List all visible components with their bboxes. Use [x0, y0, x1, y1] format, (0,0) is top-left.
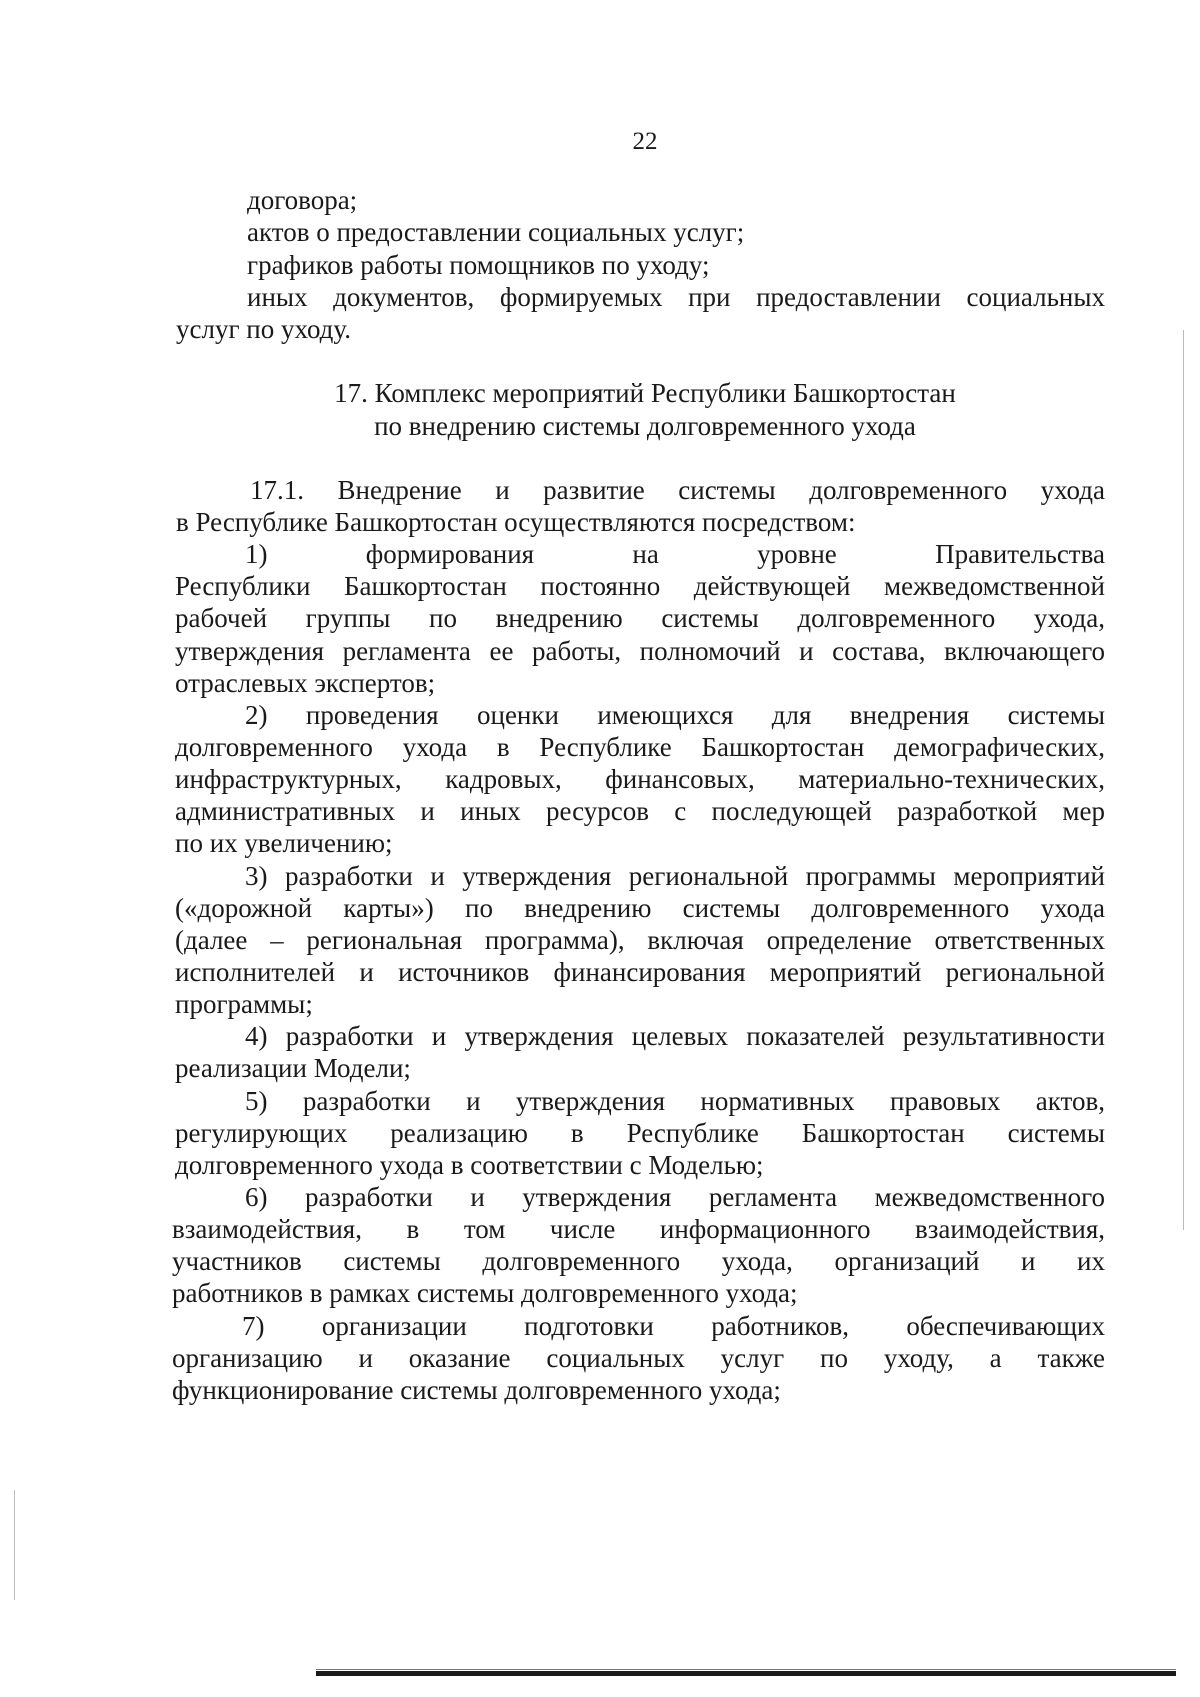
paragraph-line: административных и иных ресурсов с последующей разработкой мер [175, 796, 1105, 826]
paragraph-line: 2) проведения оценки имеющихся для внедрения системы [245, 700, 1105, 730]
bottom-rule [316, 1671, 1176, 1676]
page-number: 22 [632, 128, 658, 155]
paragraph-line: 1) формирования на уровне Правительства [245, 539, 1105, 569]
paragraph-line: утверждения регламента ее работы, полномочий и состава, включающего [175, 636, 1105, 666]
paragraph-line: регулирующих реализацию в Республике Башкортостан системы [175, 1118, 1105, 1148]
paragraph-line: («дорожной карты») по внедрению системы долговременного ухода [175, 893, 1105, 923]
paragraph-line: исполнителей и источников финансирования мероприятий региональной [175, 957, 1105, 987]
paragraph-line: функционирование системы долговременного ухода; [172, 1375, 781, 1405]
paragraph-line: реализации Модели; [175, 1053, 411, 1083]
bottom-rule-thin [316, 1669, 1176, 1670]
paragraph-line: отраслевых экспертов; [175, 668, 436, 698]
scan-edge-mark [1183, 330, 1184, 1230]
paragraph-line: долговременного ухода в Республике Башкортостан демографических, [175, 732, 1105, 762]
section-heading-line-2: по внедрению системы долговременного ухода [374, 411, 916, 441]
paragraph-line: организацию и оказание социальных услуг по уходу, а также [172, 1343, 1105, 1373]
paragraph-line: долговременного ухода в соответствии с Моделью; [175, 1150, 764, 1180]
paragraph-line: участников системы долговременного ухода, организаций и их [172, 1246, 1105, 1276]
list-item: графиков работы помощников по уходу; [247, 250, 710, 280]
paragraph-line: Республики Башкортостан постоянно действующей межведомственной [175, 571, 1105, 601]
paragraph-line: программы; [175, 989, 313, 1019]
section-heading-line-1: 17. Комплекс мероприятий Республики Башкортостан [334, 378, 956, 408]
paragraph-line: работников в рамках системы долговременного ухода; [172, 1278, 798, 1308]
paragraph-line: 4) разработки и утверждения целевых показателей результативности [245, 1021, 1105, 1051]
list-item: договора; [247, 185, 358, 215]
paragraph-line: инфраструктурных, кадровых, финансовых, материально-технических, [175, 764, 1105, 794]
paragraph-line: 3) разработки и утверждения региональной программы мероприятий [245, 861, 1105, 891]
list-item-continuation: услуг по уходу. [176, 314, 351, 344]
paragraph-line: 7) организации подготовки работников, обеспечивающих [242, 1311, 1105, 1341]
scan-edge-mark [14, 1490, 15, 1600]
paragraph-line: 6) разработки и утверждения регламента межведомственного [245, 1182, 1105, 1212]
paragraph-line: взаимодействия, в том числе информационного взаимодействия, [172, 1214, 1105, 1244]
list-item: актов о предоставлении социальных услуг; [247, 217, 745, 247]
paragraph-line: в Республике Башкортостан осуществляются посредством: [176, 507, 856, 537]
paragraph-line: рабочей группы по внедрению системы долговременного ухода, [175, 603, 1105, 633]
paragraph-line: (далее – региональная программа), включая определение ответственных [175, 925, 1105, 955]
paragraph-line: 17.1. Внедрение и развитие системы долговременного ухода [250, 475, 1105, 505]
list-item: иных документов, формируемых при предоставлении социальных [247, 282, 1105, 312]
paragraph-line: 5) разработки и утверждения нормативных правовых актов, [245, 1086, 1105, 1116]
paragraph-line: по их увеличению; [175, 828, 393, 858]
